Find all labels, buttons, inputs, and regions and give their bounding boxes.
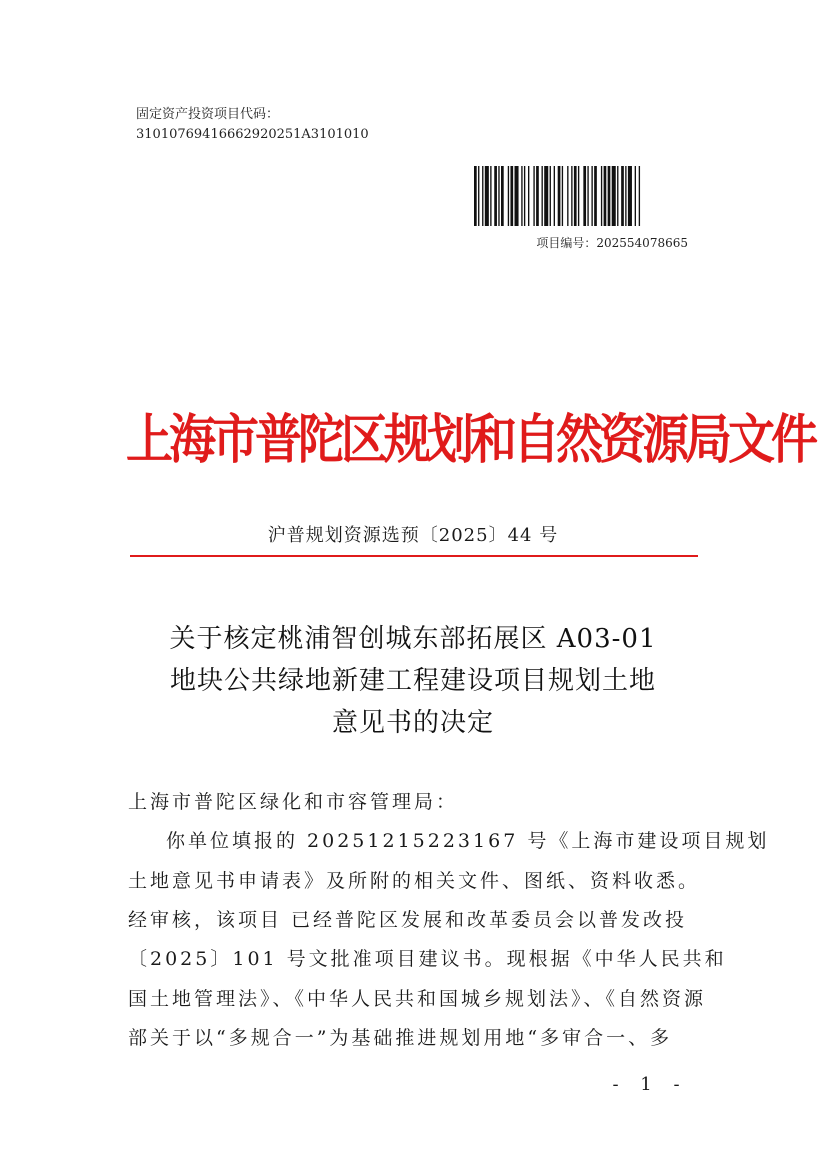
- barcode-bar: [521, 166, 522, 226]
- barcode-bar: [635, 166, 636, 226]
- barcode-bar: [501, 166, 504, 226]
- body-line: 经审核，该项目 已经普陀区发展和改革委员会以普发改投: [128, 909, 688, 931]
- barcode-bar: [639, 166, 640, 226]
- fixed-asset-code-label: 固定资产投资项目代码：: [136, 107, 280, 122]
- barcode-bar: [604, 166, 607, 226]
- barcode-bar: [528, 166, 529, 226]
- barcode-bar: [536, 166, 539, 226]
- red-divider: [130, 555, 698, 557]
- barcode-bar: [587, 166, 588, 226]
- barcode-bar: [628, 166, 632, 226]
- barcode-bar: [562, 166, 563, 226]
- page-number: - 1 -: [612, 1074, 688, 1095]
- heading-line: 地块公共绿地新建工程建设项目规划土地: [169, 666, 656, 696]
- barcode-bar: [485, 166, 489, 226]
- barcode-bar: [567, 166, 568, 226]
- body-line: 土地意见书申请表》及所附的相关文件、图纸、资料收悉。: [128, 870, 701, 892]
- barcode-bar: [498, 166, 499, 226]
- document-number: 沪普规划资源选预〔2025〕44 号: [267, 525, 559, 546]
- barcode-bar: [542, 166, 543, 226]
- barcode-bar: [612, 166, 616, 226]
- barcode-bar: [494, 166, 497, 226]
- body-line: 〔2025〕101 号文批准项目建议书。现根据《中华人民共和: [128, 948, 727, 970]
- barcode-bar: [558, 166, 561, 226]
- barcode-bar: [482, 166, 483, 226]
- barcode-bar: [478, 166, 479, 226]
- recipient: 上海市普陀区绿化和市容管理局：: [128, 791, 459, 813]
- barcode-bar: [625, 166, 626, 226]
- barcode-image: [474, 166, 688, 226]
- barcode-bar: [608, 166, 611, 226]
- document-heading: [110, 618, 716, 744]
- barcode-bar: [621, 166, 624, 226]
- barcode-bar: [544, 166, 548, 226]
- barcode-bar: [550, 166, 551, 226]
- barcode-bar: [515, 166, 519, 226]
- issuer-title: 上海市普陀区规划和自然资源局文件: [126, 409, 814, 471]
- barcode-bar: [508, 166, 509, 226]
- project-number: 项目编号：202554078665: [536, 236, 688, 250]
- barcode-bar: [574, 166, 577, 226]
- barcode-bar: [594, 166, 597, 226]
- barcode-bar: [533, 166, 534, 226]
- body-line: 你单位填报的 20251215223167 号《上海市建设项目规划: [166, 830, 770, 852]
- fixed-asset-code: 31010769416662920251A3101010: [136, 127, 369, 142]
- barcode-bar: [591, 166, 592, 226]
- barcode-bar: [601, 166, 602, 226]
- body-line: 部关于以“多规合一”为基础推进规划用地“多审合一、多: [128, 1027, 673, 1049]
- barcode-bar: [578, 166, 579, 226]
- barcode-bar: [474, 166, 477, 226]
- heading-line: 关于核定桃浦智创城东部拓展区 A03-01: [169, 624, 657, 654]
- barcode-bar: [524, 166, 525, 226]
- barcode-bar: [617, 166, 618, 226]
- body-line: 国土地管理法》、《中华人民共和国城乡规划法》、《自然资源: [128, 988, 707, 1010]
- barcode-bar: [490, 166, 491, 226]
- barcode-bar: [571, 166, 572, 226]
- barcode-bar: [510, 166, 513, 226]
- heading-line: 意见书的决定: [331, 708, 494, 738]
- barcode-bar: [554, 166, 555, 226]
- barcode-bar: [583, 166, 586, 226]
